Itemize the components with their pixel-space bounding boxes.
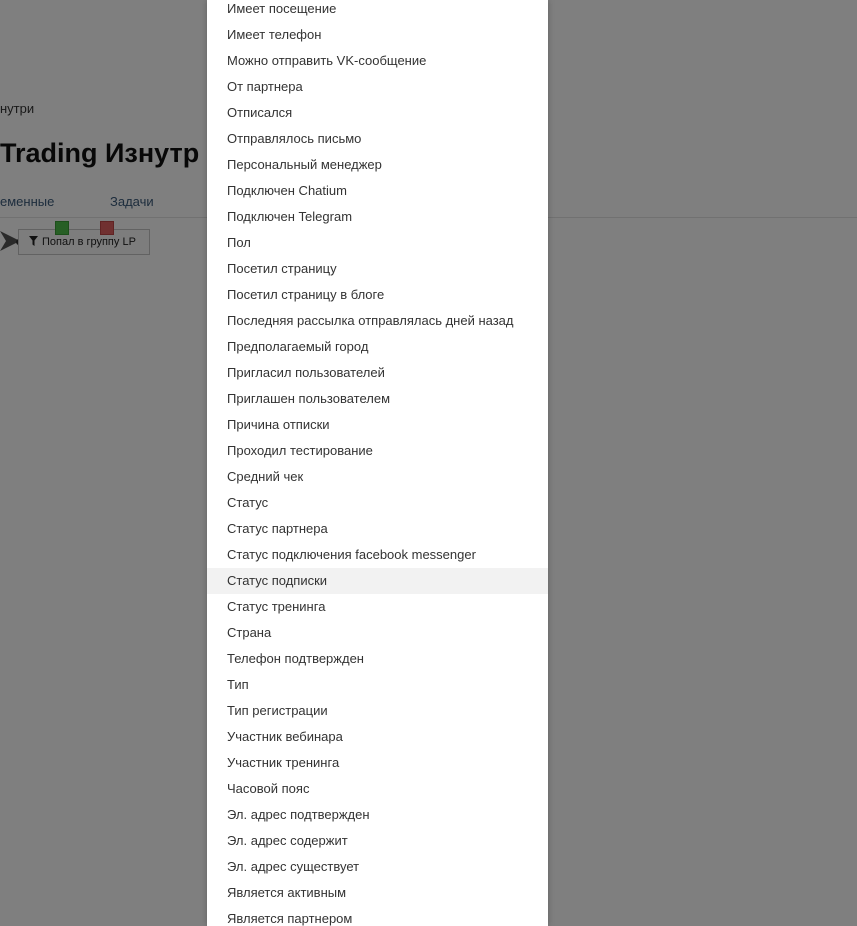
dropdown-item[interactable]: Посетил страницу (227, 261, 337, 276)
dropdown-item[interactable]: Отписался (227, 105, 293, 120)
dropdown-item[interactable]: Подключен Chatium (227, 183, 347, 198)
dropdown-item[interactable]: Часовой пояс (227, 781, 310, 796)
dropdown-item[interactable]: Тип (227, 677, 249, 692)
dropdown-item[interactable]: Эл. адрес подтвержден (227, 807, 370, 822)
dropdown-item[interactable]: Причина отписки (227, 417, 330, 432)
dropdown-item[interactable]: Персональный менеджер (227, 157, 382, 172)
dropdown-item[interactable]: Статус тренинга (227, 599, 326, 614)
dropdown-item[interactable]: Можно отправить VK-сообщение (227, 53, 427, 68)
dropdown-item[interactable]: Посетил страницу в блоге (227, 287, 385, 302)
dropdown-item[interactable]: Имеет посещение (227, 1, 337, 16)
dropdown-item[interactable]: Участник вебинара (227, 729, 343, 744)
dropdown-item[interactable]: Является партнером (227, 911, 353, 926)
dropdown-item[interactable]: Средний чек (227, 469, 304, 484)
dropdown-item[interactable]: Является активным (227, 885, 347, 900)
dropdown-item[interactable]: Эл. адрес существует (227, 859, 360, 874)
dropdown-item[interactable]: Имеет телефон (227, 27, 322, 42)
dropdown-item[interactable]: Подключен Telegram (227, 209, 353, 224)
dropdown-item[interactable]: Статус подписки (207, 568, 548, 594)
dropdown-item[interactable]: Отправлялось письмо (227, 131, 362, 146)
dropdown-item[interactable]: Проходил тестирование (227, 443, 373, 458)
dropdown-item[interactable]: Статус партнера (227, 521, 328, 536)
dropdown-item[interactable]: Пол (227, 235, 251, 250)
dropdown-item[interactable]: Предполагаемый город (227, 339, 369, 354)
dropdown-item[interactable]: Пригласил пользователей (227, 365, 385, 380)
condition-dropdown-menu (207, 0, 548, 926)
dropdown-item[interactable]: Участник тренинга (227, 755, 340, 770)
dropdown-list (207, 0, 548, 926)
dropdown-item[interactable]: Эл. адрес содержит (227, 833, 348, 848)
dropdown-item[interactable]: От партнера (227, 79, 303, 94)
dropdown-item[interactable]: Тип регистрации (227, 703, 328, 718)
dropdown-item[interactable]: Приглашен пользователем (227, 391, 391, 406)
dropdown-item[interactable]: Статус подключения facebook messenger (227, 547, 476, 562)
dropdown-item[interactable]: Последняя рассылка отправлялась дней назад (227, 313, 514, 328)
dropdown-item[interactable]: Статус (227, 495, 269, 510)
dropdown-item[interactable]: Страна (227, 625, 272, 640)
dropdown-item[interactable]: Телефон подтвержден (227, 651, 364, 666)
